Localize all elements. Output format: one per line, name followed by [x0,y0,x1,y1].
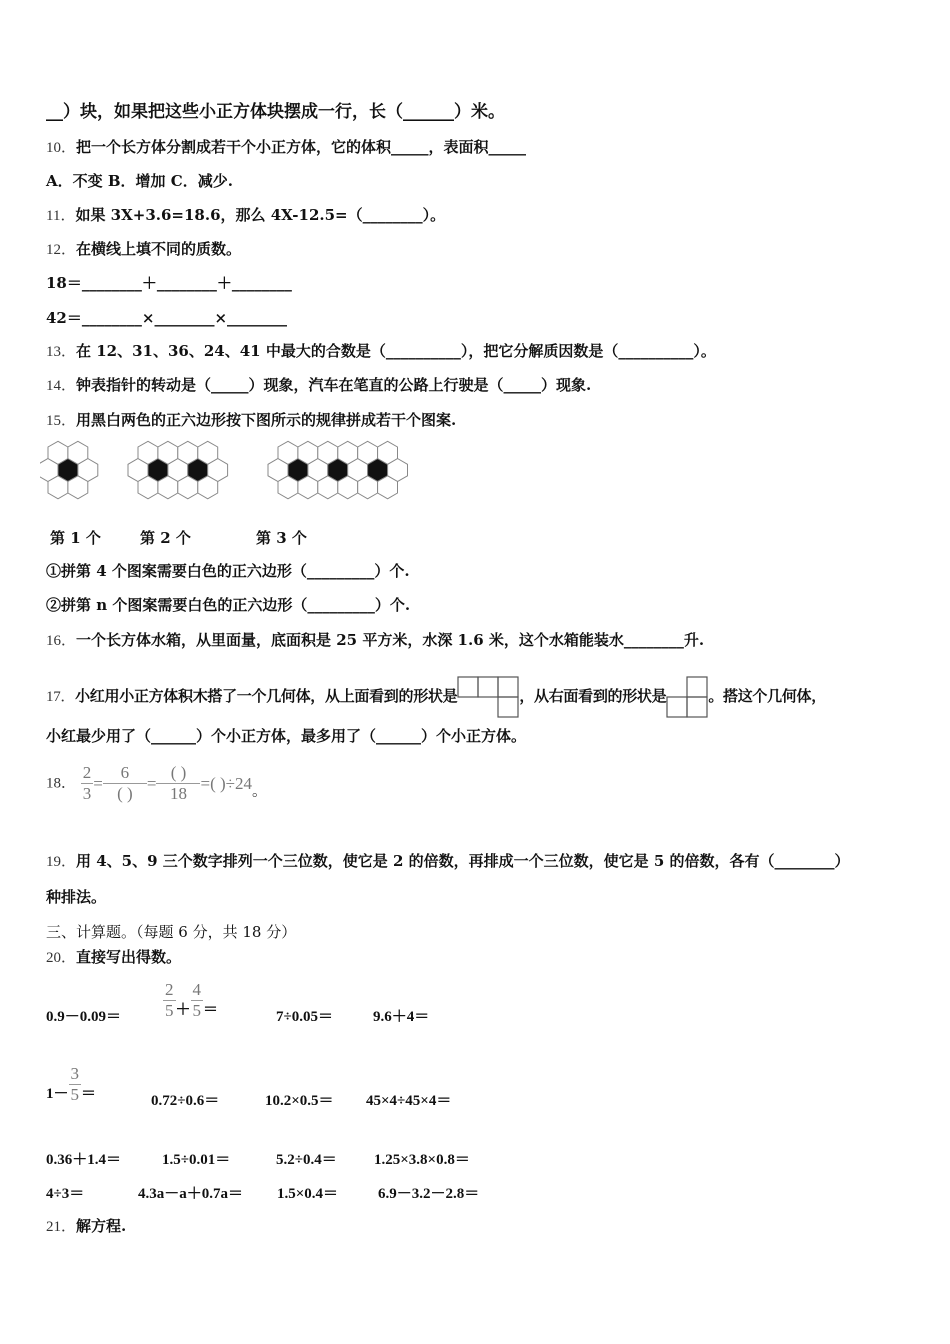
calc-item: 0.72÷0.6＝ [151,1093,220,1109]
q12-sum: 18＝________＋________＋________ [46,274,292,292]
equals: ＝ [81,1085,97,1102]
q-number: 16． [46,633,77,649]
white-hexagon [158,476,178,499]
caption-1: 第 1 个 [50,529,101,547]
denominator: 18 [169,784,187,803]
q-number: 11． [46,208,76,224]
q-text: ，从右面看到的形状是 [519,687,667,705]
q-text: 钟表指针的转动是（_____）现象，汽车在笔直的公路上行驶是（_____）现象. [76,376,592,394]
equals: = [93,773,103,793]
q-number: 13． [46,344,77,360]
q10-options: A．不变 B．增加 C．减少. [46,172,233,190]
fraction [69,1064,82,1105]
equals: = [146,773,157,793]
q19 [46,851,850,872]
q-number: 17． [46,689,76,705]
white-hexagon [358,476,378,499]
q18 [46,763,267,804]
plus: ＋ [175,1001,191,1018]
q11 [46,205,445,226]
q17-line2: 小红最少用了（______）个小正方体，最多用了（______）个小正方体。 [46,727,527,745]
denominator: 5 [165,1001,174,1020]
calc-item: 0.36＋1.4＝ [46,1152,122,1168]
q-text: 直接写出得数。 [76,948,182,966]
q-text: 。搭这个几何体， [708,687,826,705]
q-text: 一个长方体水箱，从里面量，底面积是 25 平方米，水深 1.6 米，这个水箱能装水________升. [76,631,705,649]
q-text: 把一个长方体分割成若干个小正方体，它的体积_____，表面积_____ [76,138,527,156]
denominator: 5 [192,1001,202,1020]
q-text: 在 12、31、36、24、41 中最大的合数是（__________），把它分解质因数是（__________）。 [76,342,716,360]
fraction [156,763,200,804]
q13 [46,341,716,362]
section-3-title: 三、计算题。（每题 6 分，共 18 分） [46,923,297,941]
q17 [46,676,826,718]
numerator: ( ) [156,763,200,784]
white-hexagon [378,476,398,499]
calc-item: 1.25×3.8×0.8＝ [374,1152,470,1168]
q-number: 20． [46,950,77,966]
q15 [46,410,456,431]
q-number: 15． [46,413,77,429]
fraction [191,980,204,1021]
division-tail: =( )÷24 [200,773,252,793]
q15-part1: ①拼第 4 个图案需要白色的正六边形（_________）个. [46,562,410,580]
calc-item: 9.6＋4＝ [373,1009,430,1025]
q15-part2: ②拼第 n 个图案需要白色的正六边形（_________）个. [46,596,411,614]
white-hexagon [68,476,88,499]
period: 。 [251,781,267,800]
calc-item: 5.2÷0.4＝ [276,1152,337,1168]
q14 [46,375,591,396]
denominator: 5 [70,1085,80,1104]
q19-line2: 种排法。 [46,888,107,906]
white-hexagon [178,476,198,499]
numerator: 2 [82,763,92,782]
q-text: 在横线上填不同的质数。 [76,240,242,258]
white-hexagon [198,476,218,499]
hexagon-pattern-figure [40,435,420,505]
denominator: ( ) [117,784,133,803]
q10 [46,137,526,158]
calc-item: 6.9－3.2－2.8＝ [378,1186,480,1202]
caption-3: 第 3 个 [256,529,307,547]
calc-item: 45×4÷45×4＝ [366,1093,452,1109]
calc-item-fraction-sum [163,980,218,1021]
prefix: 1－ [46,1085,69,1102]
calc-item: 7÷0.05＝ [276,1009,333,1025]
white-hexagon [338,476,358,499]
equals: ＝ [203,1001,219,1018]
q-number: 19． [46,854,77,870]
numerator: 6 [103,763,147,784]
q-number: 12． [46,242,77,258]
q-text: 小红用小正方体积木搭了一个几何体，从上面看到的形状是 [75,687,458,705]
fraction [81,763,94,804]
numerator: 2 [165,980,174,999]
q21 [46,1216,126,1237]
numerator: 3 [70,1064,80,1083]
white-hexagon [318,476,338,499]
calc-item: 1.5×0.4＝ [277,1186,339,1202]
calc-item: 10.2×0.5＝ [265,1093,334,1109]
denominator: 3 [82,784,92,803]
q-text: 解方程. [76,1217,127,1235]
white-hexagon [48,476,68,499]
calc-item: 0.9－0.09＝ [46,1009,122,1025]
q20 [46,947,181,968]
calc-item: 4÷3＝ [46,1186,85,1202]
right-view-figure [666,676,708,718]
fraction [103,763,147,804]
q-number: 14． [46,378,77,394]
q12-product: 42＝________×________×________ [46,309,288,327]
caption-2: 第 2 个 [140,529,191,547]
calc-item: 1.5÷0.01＝ [162,1152,231,1168]
q-number: 21． [46,1219,77,1235]
q9-continuation: __）块，如果把这些小正方体块摆成一行，长（______）米。 [46,102,505,122]
numerator: 4 [192,980,202,999]
fraction [163,980,176,1021]
q16 [46,630,704,651]
q-text: 如果 3X+3.6=18.6，那么 4X-12.5=（________）。 [75,206,446,224]
white-hexagon [138,476,158,499]
q-number: 10． [46,140,77,156]
calc-item-fraction [46,1064,96,1105]
q-text: 用黑白两色的正六边形按下图所示的规律拼成若干个图案. [76,411,457,429]
top-view-figure [457,676,519,718]
q-number: 18． [46,775,77,792]
q-text: 用 4、5、9 三个数字排列一个三位数，使它是 2 的倍数，再排成一个三位数，使它是 5 的倍数，各有（________） [76,852,850,870]
white-hexagon [298,476,318,499]
calc-item: 4.3a－a＋0.7a＝ [138,1186,244,1202]
q12 [46,239,241,260]
white-hexagon [278,476,298,499]
